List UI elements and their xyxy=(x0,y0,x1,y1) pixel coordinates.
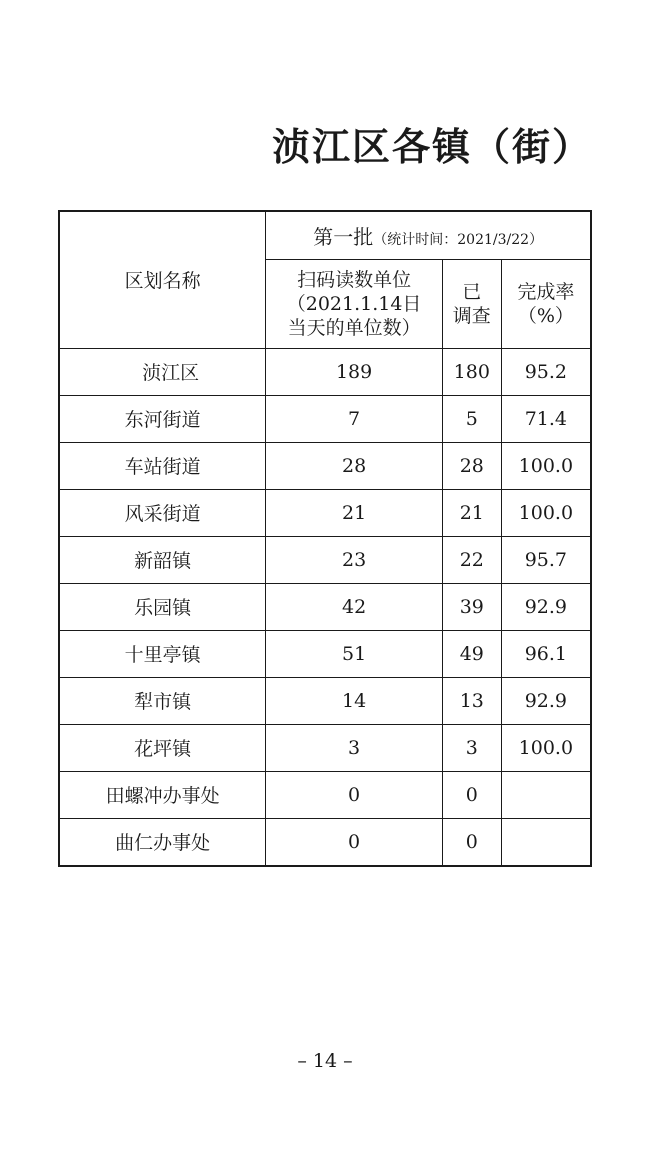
table-header-row xyxy=(59,211,591,259)
header-rate-line2: （%） xyxy=(517,304,574,327)
table-row xyxy=(59,724,591,771)
cell-name: 浈江区 xyxy=(59,348,266,395)
cell-rate: 95.7 xyxy=(501,536,591,583)
table-row xyxy=(59,677,591,724)
table-row xyxy=(59,771,591,818)
cell-name: 曲仁办事处 xyxy=(59,818,266,866)
table-row xyxy=(59,489,591,536)
header-batch xyxy=(266,211,591,259)
cell-name: 十里亭镇 xyxy=(59,630,266,677)
cell-rate: 100.0 xyxy=(501,442,591,489)
header-region xyxy=(59,211,266,348)
header-surveyed-line2: 调查 xyxy=(452,304,491,327)
header-units xyxy=(266,259,443,348)
cell-name: 犁市镇 xyxy=(59,677,266,724)
cell-units: 28 xyxy=(266,442,443,489)
cell-units: 189 xyxy=(266,348,443,395)
table-row xyxy=(59,348,591,395)
header-units-line1: 扫码读数单位 xyxy=(297,268,412,291)
cell-surveyed: 21 xyxy=(442,489,501,536)
cell-units: 21 xyxy=(266,489,443,536)
page-title: 浈江区各镇（街） xyxy=(271,125,592,169)
cell-surveyed: 0 xyxy=(442,771,501,818)
header-region-label: 区划名称 xyxy=(124,270,201,293)
cell-rate: 100.0 xyxy=(501,489,591,536)
cell-rate: 92.9 xyxy=(501,583,591,630)
cell-rate xyxy=(501,818,591,866)
cell-surveyed: 0 xyxy=(442,818,501,866)
cell-surveyed: 39 xyxy=(442,583,501,630)
header-rate xyxy=(501,259,591,348)
cell-rate: 95.2 xyxy=(501,348,591,395)
cell-rate: 100.0 xyxy=(501,724,591,771)
cell-name: 车站街道 xyxy=(59,442,266,489)
cell-rate: 71.4 xyxy=(501,395,591,442)
cell-units: 0 xyxy=(266,771,443,818)
batch-note: （统计时间：2021/3/22） xyxy=(373,231,544,248)
cell-surveyed: 13 xyxy=(442,677,501,724)
cell-surveyed: 180 xyxy=(442,348,501,395)
cell-surveyed: 28 xyxy=(442,442,501,489)
page-number: – 14 – xyxy=(297,1050,353,1072)
table-row xyxy=(59,395,591,442)
cell-name: 东河街道 xyxy=(59,395,266,442)
header-surveyed xyxy=(442,259,501,348)
header-units-line2: （2021.1.14日 xyxy=(286,292,422,315)
table-row xyxy=(59,630,591,677)
cell-name: 新韶镇 xyxy=(59,536,266,583)
table-row xyxy=(59,442,591,489)
cell-name: 田螺冲办事处 xyxy=(59,771,266,818)
cell-units: 7 xyxy=(266,395,443,442)
survey-table xyxy=(58,210,592,867)
table-row xyxy=(59,536,591,583)
batch-label: 第一批 xyxy=(313,224,374,249)
cell-units: 0 xyxy=(266,818,443,866)
cell-rate xyxy=(501,771,591,818)
table-row xyxy=(59,583,591,630)
cell-units: 23 xyxy=(266,536,443,583)
cell-surveyed: 5 xyxy=(442,395,501,442)
header-rate-line1: 完成率 xyxy=(517,280,575,303)
cell-units: 14 xyxy=(266,677,443,724)
header-units-line3: 当天的单位数） xyxy=(287,316,421,339)
cell-units: 51 xyxy=(266,630,443,677)
cell-units: 3 xyxy=(266,724,443,771)
cell-units: 42 xyxy=(266,583,443,630)
cell-rate: 96.1 xyxy=(501,630,591,677)
cell-surveyed: 3 xyxy=(442,724,501,771)
cell-surveyed: 22 xyxy=(442,536,501,583)
table-row xyxy=(59,818,591,866)
cell-surveyed: 49 xyxy=(442,630,501,677)
cell-name: 乐园镇 xyxy=(59,583,266,630)
cell-name: 风采街道 xyxy=(59,489,266,536)
header-surveyed-line1: 已 xyxy=(462,280,482,303)
cell-rate: 92.9 xyxy=(501,677,591,724)
cell-name: 花坪镇 xyxy=(59,724,266,771)
